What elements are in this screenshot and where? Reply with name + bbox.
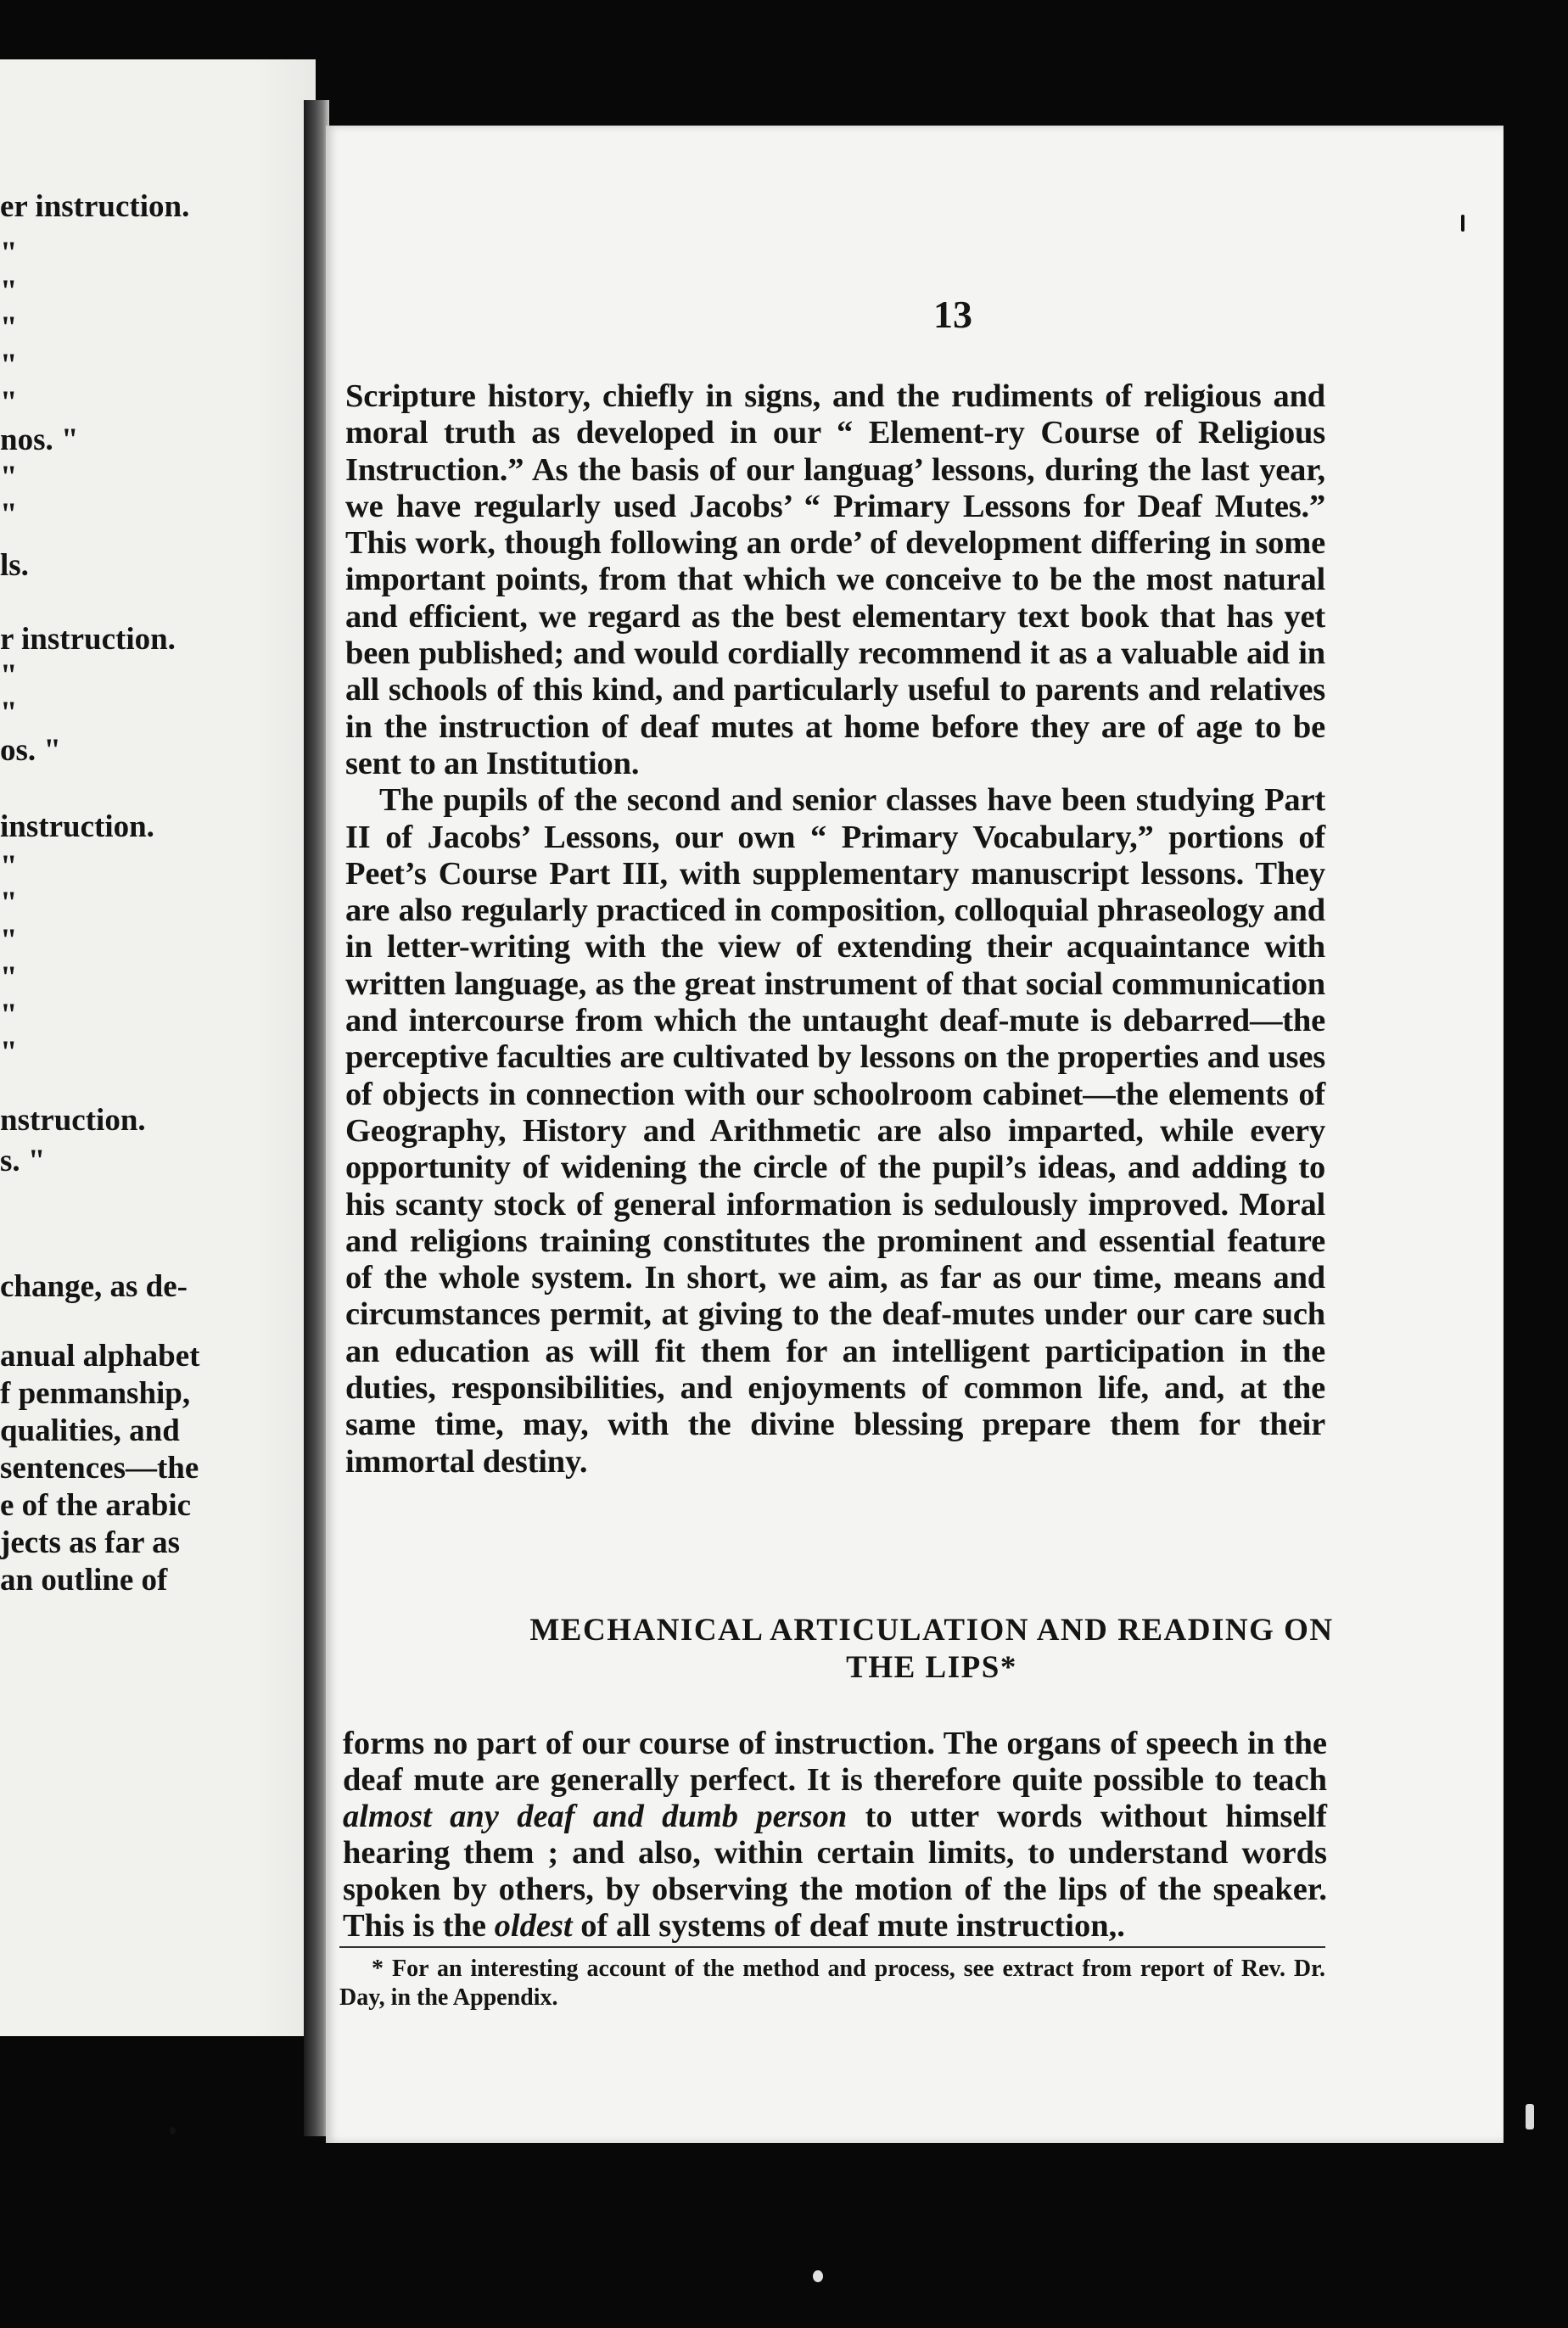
paragraph-3-text-b: to utter words without himself hearing them ; and also, within certain limits, to understand words spoken by others, by observing the motion of the lips of the speaker. This is the — [343, 1799, 1327, 1944]
paragraph-3-text-a: forms no part of our course of instruction. The organs of speech in the deaf mute are generally perfect. It is therefore quite possible to teach — [343, 1726, 1327, 1798]
paragraph-2: The pupils of the second and senior classes have been studying Part II of Jacobs’ Lessons, our own “ Primary Vocabulary,” portions of Peet’s Course Part III, with supplementary manuscript lessons. They are also regularly practiced in composition, colloquial phraseology and in letter-writing with the view of extending their acquaintance with written language, as the great instrument of that social communication and intercourse from which the untaught deaf-mute is debarred—the perceptive faculties are cultivated by lessons on the properties and uses of objects in connection with our schoolroom cabinet—the elements of Geography, History and Arithmetic are also imparted, while every opportunity of widening the circle of the pupil’s ideas, and adding to his scanty stock of general information is sedulously improved. Moral and religions training constitutes the prominent and essential feature of the whole system. In short, we aim, as far as our time, means and circumstances permit, at giving to the deaf-mutes under our care such an education as will fit them for an intelligent participation in the duties, responsibilities, and enjoyments of common life, and, at the same time, may, with the divine blessing prepare them for their immortal destiny. — [345, 782, 1325, 1480]
book-page — [326, 126, 1504, 2143]
facing-page-text: ls. — [0, 548, 29, 583]
facing-page-text: " — [0, 497, 18, 532]
facing-page-text: anual alphabet — [0, 1339, 200, 1374]
paragraph-1: Scripture history, chiefly in signs, and the rudiments of religious and moral truth as developed in our “ Element‐ry Course of Religious Instruction.” As the basis of our languag’ lessons, during the last year, we have regularly used Jacobs’ “ Primary Lessons for Deaf Mutes.” This work, though following an orde’ of development differing in some important points, from that which we conceive to be the most natural and efficient, we regard as the best elementary text book that has yet been published; and would cordially recommend it as a valuable aid in all schools of this kind, and particularly useful to parents and relatives in the instruction of deaf mutes at home before they are of age to be sent to an Institution. — [345, 378, 1325, 781]
facing-page-text: " — [0, 236, 18, 271]
facing-page-text: change, as de- — [0, 1269, 188, 1304]
facing-page-text: s. " — [0, 1144, 46, 1178]
section-heading — [326, 1612, 1504, 1687]
facing-page-text: instruction. — [0, 809, 154, 844]
page-speck — [1461, 215, 1464, 232]
edge-speck — [1526, 2104, 1534, 2129]
footnote-rule — [339, 1946, 1325, 1948]
facing-page-text: sentences—the — [0, 1451, 199, 1486]
facing-page-text: nstruction. — [0, 1103, 146, 1138]
facing-page-text: " — [0, 274, 18, 309]
facing-page-text: r instruction. — [0, 622, 176, 657]
facing-page-text: " — [0, 923, 18, 958]
facing-page-text: " — [0, 960, 18, 995]
facing-page-fragment — [0, 59, 316, 2036]
facing-page-text: an outline of — [0, 1563, 168, 1598]
footnote: * For an interesting account of the method and process, see extract from report of Rev. Dr. Day, in the Appendix. — [339, 1956, 1325, 2011]
facing-page-text: os. " — [0, 733, 61, 768]
paragraph-3-emphasis-2: oldest — [494, 1908, 573, 1944]
facing-page-text: " — [0, 311, 18, 345]
page-number: 13 — [933, 293, 972, 336]
paragraph-3 — [343, 1726, 1327, 1945]
section-heading-line-2: THE LIPS* — [846, 1650, 1017, 1685]
speck-mark — [170, 2127, 176, 2135]
facing-page-text: " — [0, 849, 18, 884]
facing-page-text: " — [0, 460, 18, 495]
facing-page-text: f penmanship, — [0, 1376, 191, 1411]
facing-page-text: " — [0, 658, 18, 693]
paragraph-3-text-c: of all systems of deaf mute instruction,. — [572, 1908, 1125, 1944]
section-heading-line-1: MECHANICAL ARTICULATION AND READING ON — [529, 1613, 1334, 1648]
facing-page-text: " — [0, 385, 18, 420]
facing-page-text: jects as far as — [0, 1525, 181, 1560]
facing-page-text: nos. " — [0, 423, 79, 457]
facing-page-text: " — [0, 348, 18, 383]
facing-page-text: " — [0, 696, 18, 730]
facing-page-text: e of the arabic — [0, 1488, 192, 1523]
facing-page-text: " — [0, 998, 18, 1032]
bottom-speck — [813, 2270, 823, 2282]
facing-page-text: " — [0, 886, 18, 921]
facing-page-text: qualities, and — [0, 1413, 180, 1448]
body-text — [345, 378, 1325, 1480]
facing-page-text: " — [0, 1035, 18, 1070]
paragraph-3-emphasis-1: almost any deaf and dumb person — [343, 1799, 848, 1834]
facing-page-text: er instruction. — [0, 189, 190, 224]
